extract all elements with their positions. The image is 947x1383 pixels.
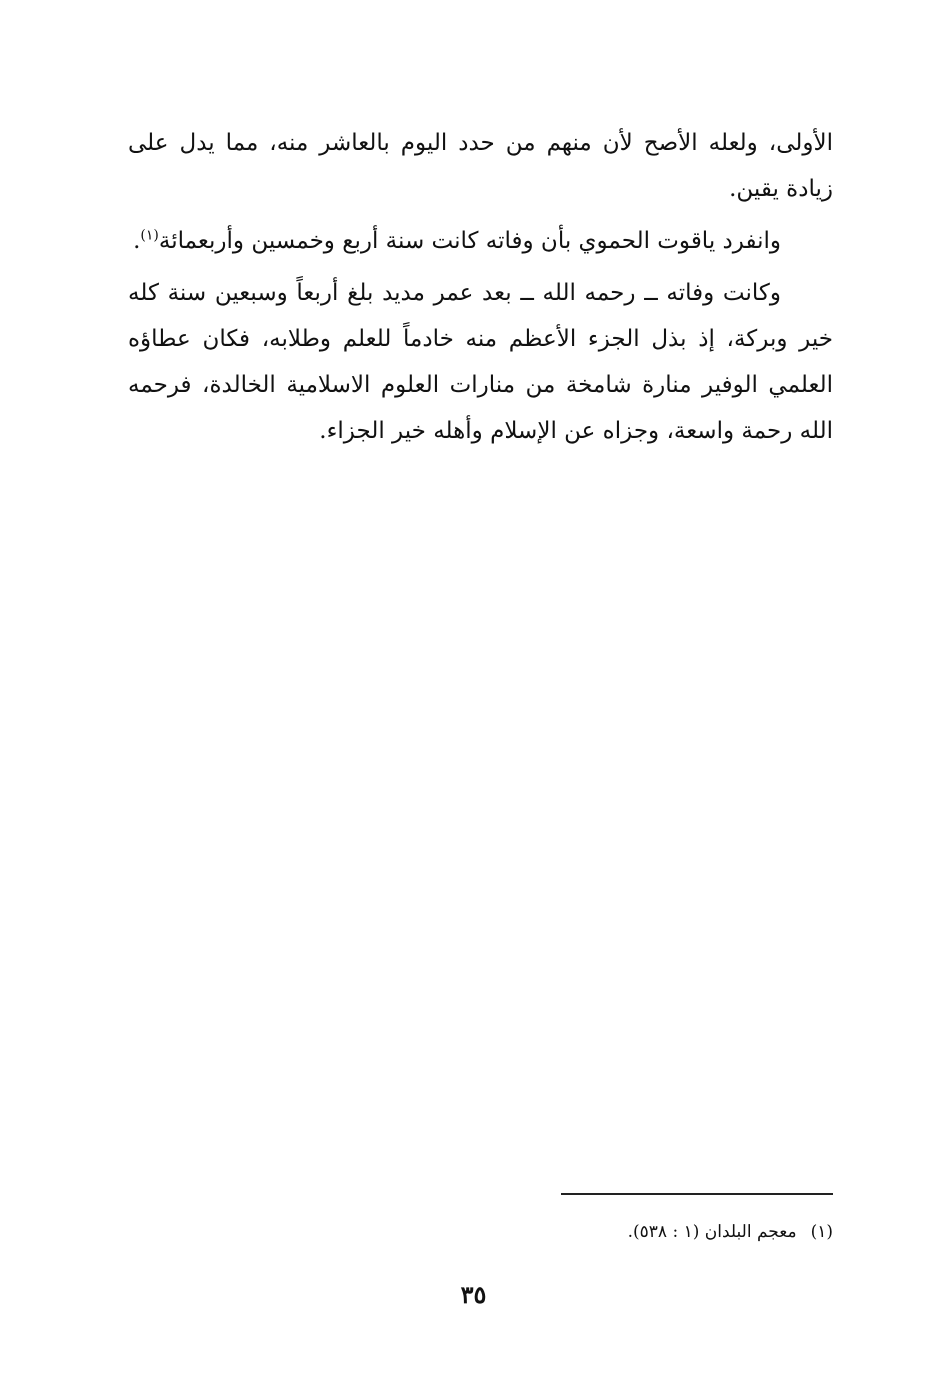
paragraph-2-end: . xyxy=(133,228,141,254)
footnote xyxy=(430,1218,833,1246)
paragraph-2 xyxy=(128,218,833,264)
footnote-reference[interactable]: (١) xyxy=(140,227,159,244)
page-number: ٣٥ xyxy=(460,1280,487,1309)
paragraph-1: الأولى، ولعله الأصح لأن منهم من حدد اليوم بالعاشر منه، مما يدل على زيادة يقين. xyxy=(128,130,833,202)
footnote-marker: (١) xyxy=(810,1222,833,1242)
paragraph-2-text: وانفرد ياقوت الحموي بأن وفاته كانت سنة أربع وخمسين وأربعمائة xyxy=(158,228,781,254)
footnote-text: معجم البلدان (١ : ٥٣٨). xyxy=(627,1222,797,1242)
paragraph-3: وكانت وفاته ــ رحمه الله ــ بعد عمر مديد بلغ أربعاً وسبعين سنة كله خير وبركة، إذ بذل الجزء الأعظم منه خادماً للعلم وطلابه، فكان عطاؤه العلمي الوفير منارة شامخة من منارات العلوم الاسلامية الخالدة، فرحمه الله رحمة واسعة، وجزاه عن الإسلام وأهله خير الجزاء. xyxy=(128,280,833,444)
body-text xyxy=(128,120,833,454)
footnote-divider xyxy=(561,1193,833,1195)
